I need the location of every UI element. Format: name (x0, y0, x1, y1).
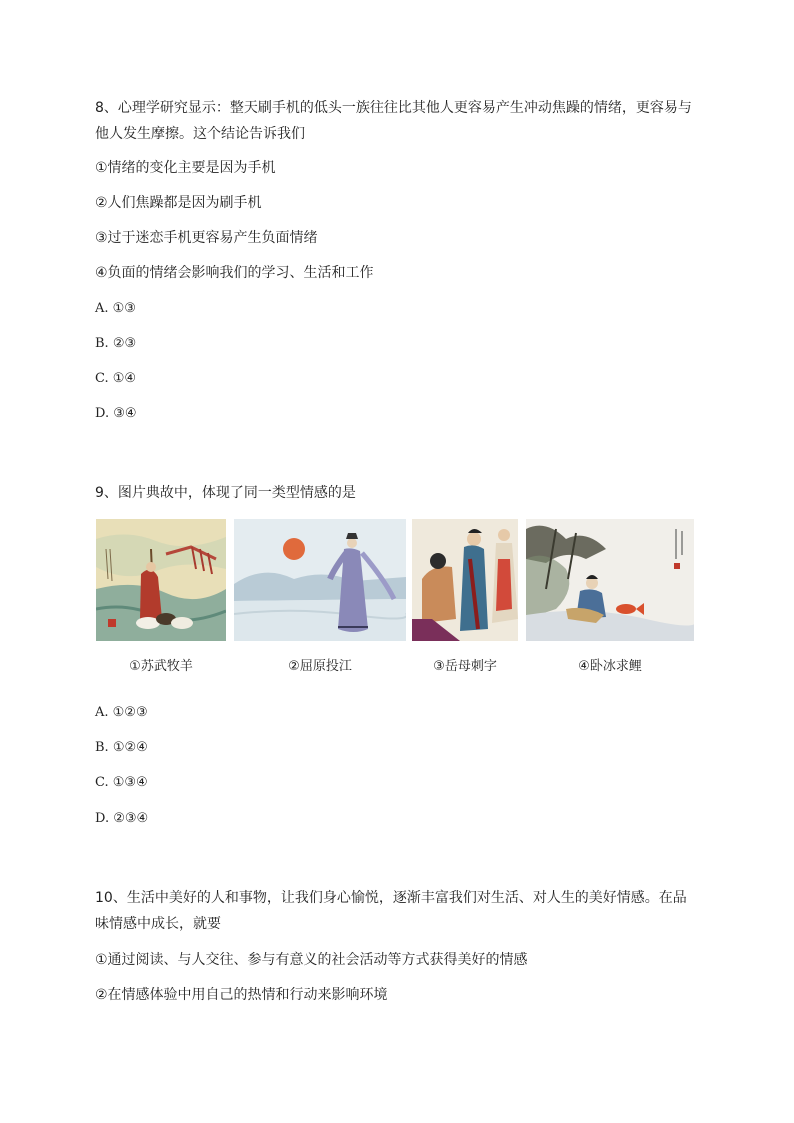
q9-option-d[interactable]: D. ②③④ (95, 811, 149, 826)
q9-option-c[interactable]: C. ①③④ (95, 775, 148, 790)
q8-option-d[interactable]: D. ③④ (95, 406, 137, 421)
q8-option-a[interactable]: A. ①③ (95, 301, 136, 316)
yue-mu-painting (412, 519, 518, 641)
caption-1: ①苏武牧羊 (129, 659, 193, 674)
q8-statement-2: ②人们焦躁都是因为刷手机 (95, 195, 262, 211)
q9-stem: 9、图片典故中，体现了同一类型情感的是 (95, 485, 356, 501)
q8-stem-line2: 他人发生摩擦。这个结论告诉我们 (95, 126, 305, 142)
q8-statement-3: ③过于迷恋手机更容易产生负面情绪 (95, 230, 318, 246)
q10-statement-1: ①通过阅读、与人交往、参与有意义的社会活动等方式获得美好的情感 (95, 952, 528, 968)
q10-statement-2: ②在情感体验中用自己的热情和行动来影响环境 (95, 987, 388, 1003)
q8-stem-line1: 8、心理学研究显示：整天刷手机的低头一族往往比其他人更容易产生冲动焦躁的情绪，更容易与 (95, 100, 692, 116)
q9-option-a[interactable]: A. ①②③ (95, 705, 148, 720)
q9-option-b[interactable]: B. ①②④ (95, 740, 148, 755)
q8-statement-1: ①情绪的变化主要是因为手机 (95, 160, 276, 176)
qu-yuan-painting (234, 519, 406, 641)
q8-option-b[interactable]: B. ②③ (95, 336, 137, 351)
q10-stem-line1: 10、生活中美好的人和事物，让我们身心愉悦，逐渐丰富我们对生活、对人生的美好情感。在品 (95, 890, 687, 906)
q8-option-c[interactable]: C. ①④ (95, 371, 137, 386)
q8-statement-4: ④负面的情绪会影响我们的学习、生活和工作 (95, 265, 374, 281)
q10-stem-line2: 味情感中成长，就要 (95, 916, 221, 932)
su-wu-painting (96, 519, 226, 641)
wo-bing-painting (526, 519, 694, 641)
caption-3: ③岳母刺字 (433, 659, 497, 674)
caption-2: ②屈原投江 (288, 659, 352, 674)
caption-4: ④卧冰求鲤 (578, 659, 642, 674)
